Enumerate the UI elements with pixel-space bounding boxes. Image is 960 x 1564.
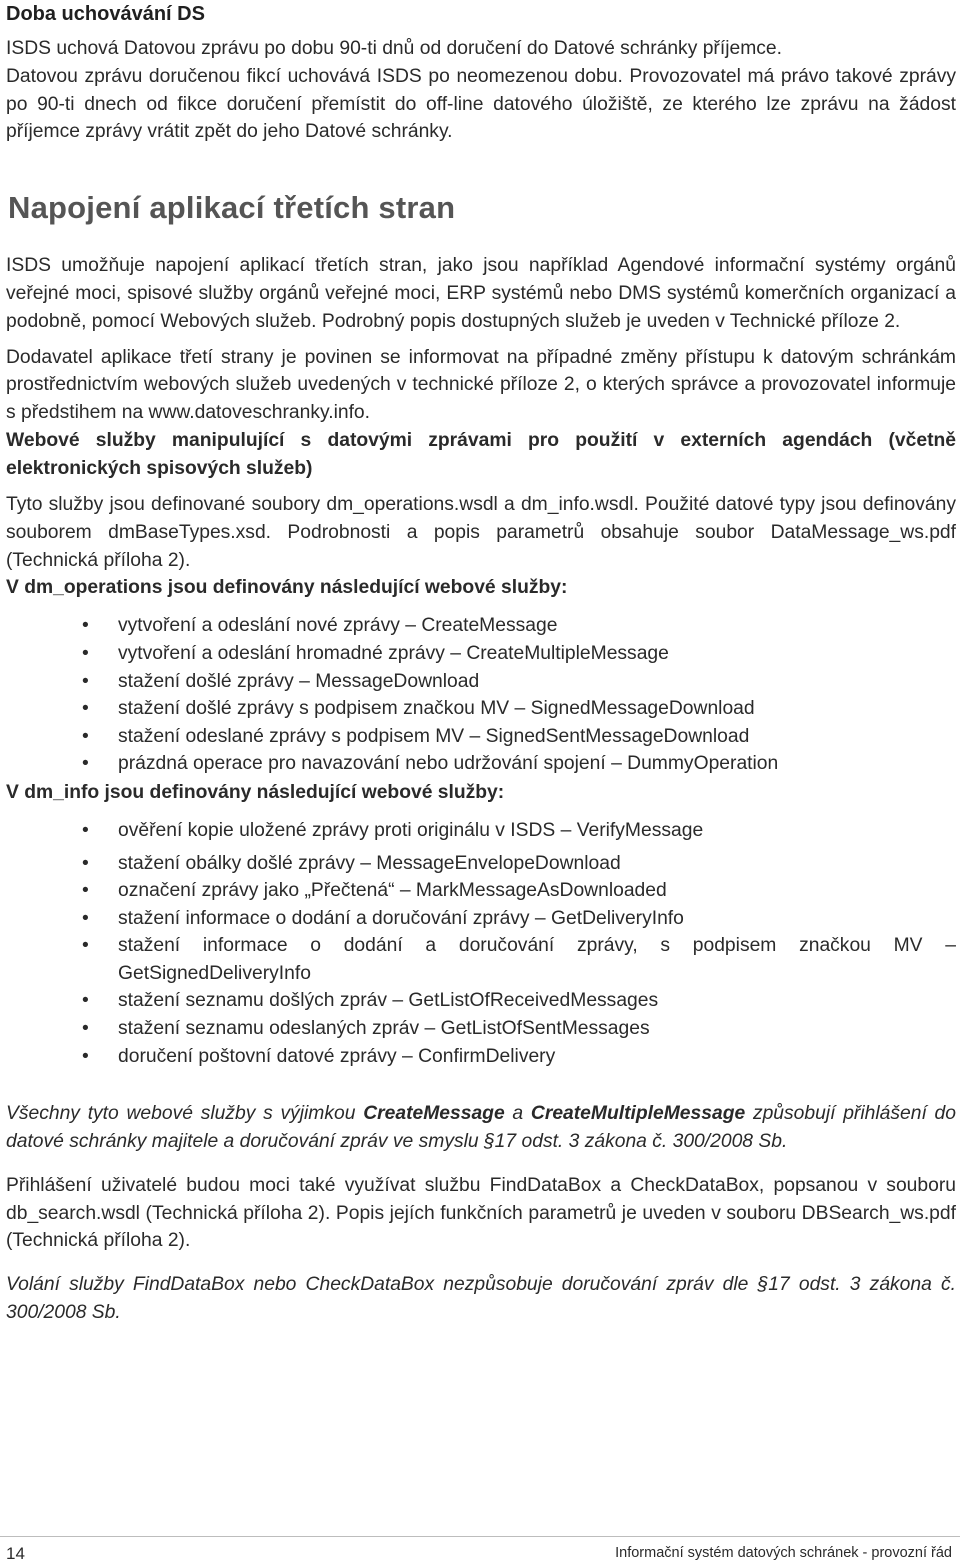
list-item: • stažení seznamu odeslaných zpráv – GetListOfSentMessages (6, 1015, 956, 1043)
document-page (6, 0, 956, 1327)
page-footer (0, 1536, 960, 1564)
bullet-icon: • (82, 1045, 89, 1067)
integration-paragraph: ISDS umožňuje napojení aplikací třetích stran, jako jsou například Agendové informační systémy orgánů veřejné moci, spisové služby orgánů veřejné moci, ERP systémů nebo DMS systémů komerčních organizací a podobně, pomocí Webových služeb. Podrobný popis dostupných služeb je uveden v Technické příloze 2. (6, 255, 956, 332)
bullet-icon: • (82, 935, 89, 957)
list-item: • stažení odeslané zprávy s podpisem MV – SignedSentMessageDownload (6, 723, 956, 751)
bullet-icon: • (82, 642, 89, 664)
supplier-paragraph: Dodavatel aplikace třetí strany je povinen se informovat na případné změny přístupu k datovým schránkám prostřednictvím webových služeb uvedených v technické příloze 2, o kterých správce a provozovatel informuje s předstihem na www.datoveschranky.info. (6, 346, 956, 424)
retention-paragraph-2: Datovou zprávu doručenou fikcí uchovává ISDS po neomezenou dobu. Provozovatel má právo takové zprávy po 90-ti dnech od fikce doručení přemístit do off-line datového úložiště, ze kterého lze zprávu na žádost příjemce zprávy vrátit zpět do jeho Datové schránky. (6, 65, 956, 143)
list-item: • doručení poštovní datové zprávy – ConfirmDelivery (6, 1043, 956, 1071)
dm-operations-list (6, 612, 956, 778)
bullet-icon: • (82, 1018, 89, 1040)
bullet-icon: • (82, 880, 89, 902)
bullet-icon: • (82, 615, 89, 637)
list-item: • stažení došlé zprávy s podpisem značkou MV – SignedMessageDownload (6, 695, 956, 723)
dm-operations-heading: V dm_operations jsou definovány následující webové služby: (6, 577, 568, 599)
list-item: • ověření kopie uložené zprávy proti originálu v ISDS – VerifyMessage (6, 817, 956, 845)
retention-heading: Doba uchovávání DS (6, 3, 205, 25)
services-note: Všechny tyto webové služby s výjimkou CreateMessage a CreateMultipleMessage způsobují přihlášení do datové schránky majitele a doručování zpráv ve smyslu §17 odst. 3 zákona č. 300/2008 Sb. (6, 1103, 956, 1153)
dm-info-list (6, 817, 956, 1070)
retention-paragraph-1: ISDS uchová Datovou zprávu po dobu 90-ti dnů od doručení do Datové schránky příjemce. (6, 38, 782, 59)
section-title: Napojení aplikací třetích stran (8, 190, 456, 226)
bullet-icon: • (82, 753, 89, 775)
login-paragraph: Přihlášení uživatelé budou moci také využívat službu FindDataBox a CheckDataBox, popsanou v souboru db_search.wsdl (Technická příloha 2). Popis jejích funkčních parametrů je uveden v souboru DBSearch_ws.pdf (Technická příloha 2). (6, 1174, 956, 1252)
web-services-paragraph: Tyto služby jsou definované soubory dm_operations.wsdl a dm_info.wsdl. Použité datové typy jsou definovány souborem dmBaseTypes.xsd. Podrobnosti a popis parametrů obsahuje soubor DataMessage_ws.pdf (Technická příloha 2). (6, 493, 956, 571)
bullet-icon: • (82, 852, 89, 874)
list-item: • prázdná operace pro navazování nebo udržování spojení – DummyOperation (6, 750, 956, 778)
bullet-icon: • (82, 725, 89, 747)
bullet-icon: • (82, 698, 89, 720)
footer-divider (0, 1536, 960, 1537)
list-item: • označení zprávy jako „Přečtená“ – MarkMessageAsDownloaded (6, 877, 956, 905)
bullet-icon: • (82, 990, 89, 1012)
findbox-note: Volání služby FindDataBox nebo CheckDataBox nezpůsobuje doručování zpráv dle §17 odst. 3 zákona č. 300/2008 Sb. (6, 1274, 956, 1324)
bullet-icon: • (82, 907, 89, 929)
bullet-icon: • (82, 670, 89, 692)
web-services-heading: Webové služby manipulující s datovými zprávami pro použití v externích agendách (včetně elektronických spisových služeb) (6, 429, 956, 479)
list-item: • stažení seznamu došlých zpráv – GetListOfReceivedMessages (6, 987, 956, 1015)
list-item: • stažení obálky došlé zprávy – MessageEnvelopeDownload (6, 850, 956, 878)
list-item: • stažení informace o dodání a doručování zprávy, s podpisem značkou MV – GetSignedDeliveryInfo (6, 932, 956, 987)
list-item: • vytvoření a odeslání hromadné zprávy – CreateMultipleMessage (6, 640, 956, 668)
page-number: 14 (6, 1544, 25, 1563)
list-item: • vytvoření a odeslání nové zprávy – CreateMessage (6, 612, 956, 640)
list-item: • stažení došlé zprávy – MessageDownload (6, 668, 956, 696)
list-item: • stažení informace o dodání a doručování zprávy – GetDeliveryInfo (6, 905, 956, 933)
dm-info-heading: V dm_info jsou definovány následující webové služby: (6, 781, 505, 803)
footer-title: Informační systém datových schránek - provozní řád (615, 1545, 952, 1561)
bullet-icon: • (82, 819, 89, 841)
